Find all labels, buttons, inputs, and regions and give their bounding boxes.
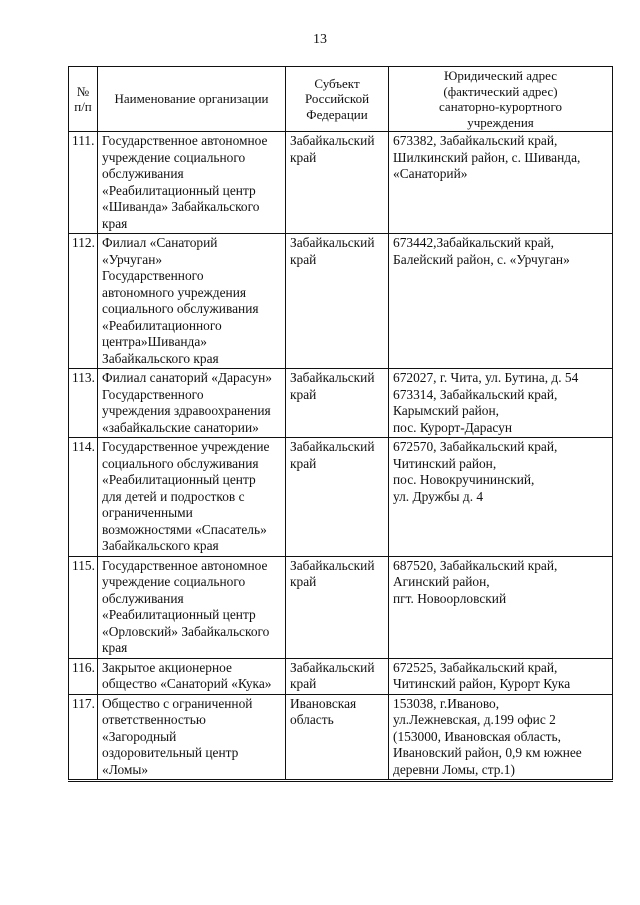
table-row: [69, 369, 613, 438]
organization-name-line: «Шиванда» Забайкальского: [102, 199, 260, 214]
region: [286, 556, 389, 658]
organization-name-line: Забайкальского края: [102, 350, 219, 366]
row-number: 111.: [69, 132, 98, 234]
table-header-row: [69, 67, 613, 132]
address-line: 672027, г. Чита, ул. Бутина, д. 54: [393, 370, 579, 385]
table-row: [69, 694, 613, 781]
organization-name-line: «Реабилитационный центр: [102, 182, 256, 198]
region: [286, 694, 389, 781]
organization-name: [98, 369, 286, 438]
header-legal-address: [389, 67, 613, 132]
address-line: пос. Курорт-Дарасун: [393, 419, 513, 435]
address-line: Карымский район,: [393, 403, 500, 418]
address-line: 153038, г.Иваново,: [393, 695, 500, 711]
organization-name-line: «Орловский» Забайкальского: [102, 623, 270, 639]
region-line: край: [290, 149, 317, 165]
legal-address: [389, 658, 613, 694]
region-line: Ивановская: [290, 695, 357, 711]
organization-name-line: социального обслуживания: [102, 301, 259, 316]
organization-name-line: края: [102, 215, 128, 231]
organization-name-line: возможностями «Спасатель»: [102, 521, 267, 537]
address-line: Агинский район,: [393, 574, 490, 589]
organization-name-line: учреждение социального: [102, 574, 246, 589]
organization-name-line: общество «Санаторий «Кука»: [102, 676, 272, 691]
address-line: 673314, Забайкальский край,: [393, 386, 558, 402]
table-row: [69, 234, 613, 369]
header-line: Федерации: [306, 106, 368, 122]
organization-name-line: «Загородный: [102, 728, 177, 744]
organization-name-line: «Реабилитационного: [102, 317, 222, 333]
address-line: ул. Дружбы д. 4: [393, 488, 484, 504]
region-line: Забайкальский: [290, 133, 375, 148]
header-line: (фактический адрес): [443, 83, 558, 99]
table-body: [69, 132, 613, 781]
region-line: край: [290, 676, 317, 691]
organization-name-line: Государственное автономное: [102, 133, 268, 148]
region-line: Забайкальский: [290, 659, 375, 675]
address-line: 687520, Забайкальский край,: [393, 557, 558, 573]
organization-name: [98, 556, 286, 658]
row-number: 114.: [69, 438, 98, 557]
table-row: [69, 438, 613, 557]
legal-address: [389, 369, 613, 438]
organization-name: [98, 234, 286, 369]
organization-name: [98, 694, 286, 781]
organization-name-line: учреждения здравоохранения: [102, 403, 271, 418]
organization-name-line: Филиал санаторий «Дарасун»: [102, 370, 272, 385]
row-number: 112.: [69, 234, 98, 369]
organization-name-line: «Реабилитационный центр: [102, 472, 256, 487]
header-region: [286, 67, 389, 132]
organization-name-line: «Реабилитационный центр: [102, 607, 256, 622]
organization-name: [98, 658, 286, 694]
header-line: санаторно-курортного: [439, 99, 562, 114]
organization-name-line: учреждение социального: [102, 149, 246, 165]
address-line: пос. Новокручининский,: [393, 472, 535, 487]
region-line: край: [290, 251, 317, 267]
organization-name-line: центра»Шиванда»: [102, 334, 208, 349]
address-line: деревни Ломы, стр.1): [393, 761, 515, 777]
organization-name-line: оздоровительный центр: [102, 745, 239, 760]
region-line: Забайкальский: [290, 235, 375, 250]
organization-name-line: Государственного: [102, 386, 204, 402]
region: [286, 132, 389, 234]
address-line: пгт. Новоорловский: [393, 590, 507, 606]
header-line: Российской: [304, 91, 370, 107]
address-line: Балейский район, с. «Урчуган»: [393, 251, 570, 267]
region-line: Забайкальский: [290, 439, 375, 454]
header-line: Субъект: [314, 75, 360, 91]
header-line: №: [76, 83, 90, 99]
header-line: Юридический адрес: [443, 68, 558, 83]
organization-name-line: социального обслуживания: [102, 455, 259, 471]
organization-name: [98, 438, 286, 557]
region-line: край: [290, 455, 317, 471]
row-number: 115.: [69, 556, 98, 658]
table-row: [69, 556, 613, 658]
organization-name: [98, 132, 286, 234]
organization-name-line: Общество с ограниченной: [102, 695, 253, 711]
row-number: 116.: [69, 658, 98, 694]
table-row: [69, 132, 613, 234]
organizations-table: [68, 66, 613, 782]
organization-name-line: ответственностью: [102, 712, 206, 727]
organization-name-line: Филиал «Санаторий: [102, 235, 218, 250]
organization-name-line: Государственного: [102, 268, 204, 283]
organization-name-line: обслуживания: [102, 590, 184, 606]
table-row: [69, 658, 613, 694]
page-number: 13: [313, 32, 327, 47]
legal-address: [389, 438, 613, 557]
address-line: 673442,Забайкальский край,: [393, 235, 555, 250]
region-line: область: [290, 712, 334, 727]
address-line: 672525, Забайкальский край,: [393, 659, 558, 675]
address-line: «Санаторий»: [393, 166, 468, 181]
organization-name-line: Закрытое акционерное: [102, 659, 232, 675]
organization-name-line: «Ломы»: [102, 761, 149, 777]
region-line: край: [290, 574, 317, 589]
legal-address: [389, 234, 613, 369]
region-line: Забайкальский: [290, 370, 375, 385]
organization-name-line: Государственное автономное: [102, 557, 268, 573]
address-line: Читинский район, Курорт Кука: [393, 676, 571, 691]
organization-name-line: ограниченными: [102, 505, 193, 520]
address-line: Читинский район,: [393, 455, 497, 471]
organization-name-line: «забайкальские санатории»: [102, 419, 259, 435]
region: [286, 438, 389, 557]
address-line: Ивановский район, 0,9 км южнее: [393, 745, 582, 760]
region: [286, 369, 389, 438]
header-line: учреждения: [467, 114, 534, 130]
organization-name-line: автономного учреждения: [102, 284, 247, 300]
region: [286, 658, 389, 694]
legal-address: [389, 132, 613, 234]
organization-name-line: края: [102, 640, 128, 655]
header-line: п/п: [74, 99, 92, 114]
region-line: Забайкальский: [290, 557, 375, 573]
organization-name-line: «Урчуган»: [102, 251, 163, 267]
region: [286, 234, 389, 369]
header-number: [69, 67, 98, 132]
header-line: Наименование организации: [114, 91, 269, 107]
organization-name-line: Забайкальского края: [102, 538, 219, 553]
address-line: ул.Лежневская, д.199 офис 2: [393, 712, 556, 727]
header-organization-name: [98, 67, 286, 132]
legal-address: [389, 694, 613, 781]
row-number: 117.: [69, 694, 98, 781]
address-line: 673382, Забайкальский край,: [393, 133, 558, 148]
region-line: край: [290, 386, 317, 402]
organization-name-line: Государственное учреждение: [102, 439, 270, 454]
organization-name-line: для детей и подростков с: [102, 488, 245, 504]
address-line: (153000, Ивановская область,: [393, 728, 561, 744]
address-line: 672570, Забайкальский край,: [393, 439, 558, 454]
organization-name-line: обслуживания: [102, 166, 184, 181]
address-line: Шилкинский район, с. Шиванда,: [393, 149, 581, 165]
row-number: 113.: [69, 369, 98, 438]
legal-address: [389, 556, 613, 658]
